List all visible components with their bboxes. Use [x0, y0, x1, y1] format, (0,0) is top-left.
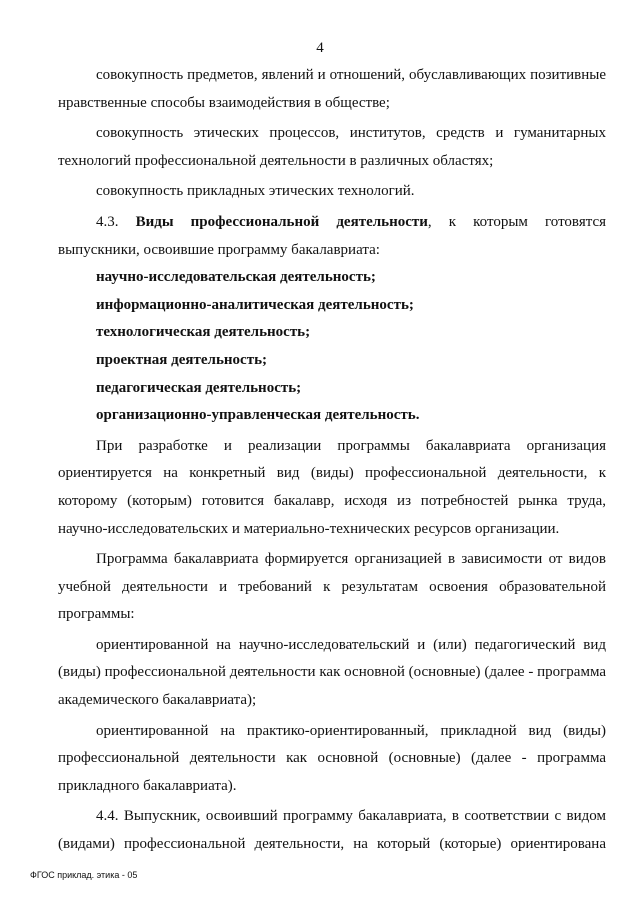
paragraph-subject-1: совокупность предметов, явлений и отношений, обуславливающих позитивные нравственные способы взаимодействия в обществе; — [58, 67, 606, 111]
activity-item-research: научно-исследовательская деятельность; — [96, 269, 376, 286]
paragraph-subject-2: совокупность этических процессов, институтов, средств и гуманитарных технологий профессиональной деятельности в различных областях; — [58, 125, 606, 169]
paragraph-applied-bachelor: ориентированной на практико-ориентированный, прикладной вид (виды) профессиональной деятельности как основной (основные) (далее - программа прикладного бакалавриата). — [58, 722, 606, 794]
paragraph-program-formation: Программа бакалавриата формируется организацией в зависимости от видов учебной деятельности и требований к результатам освоения образовательной программы: — [58, 551, 606, 623]
page-number: 4 — [316, 40, 324, 56]
section-rest: , к которым готовятся выпускники, освоившие программу бакалавриата: — [58, 213, 607, 258]
activity-item-project: проектная деятельность; — [96, 351, 267, 368]
document-body — [58, 62, 606, 859]
activity-item-analytical: информационно-аналитическая деятельность; — [96, 296, 414, 313]
activity-item-pedagogical: педагогическая деятельность; — [96, 379, 302, 396]
paragraph-development: При разработке и реализации программы бакалавриата организация ориентируется на конкретный вид (виды) профессиональной деятельности, к которому (которым) готовится бакалавр, исходя из потребностей рынка труда, научно-исследовательских и материально-технических ресурсов организации. — [58, 437, 606, 537]
section-title: Виды профессиональной деятельности — [135, 213, 428, 230]
section-number: 4.3. — [96, 213, 119, 230]
activity-item-technological: технологическая деятельность; — [96, 324, 311, 341]
activity-item-management: организационно-управленческая деятельность. — [96, 407, 420, 424]
paragraph-subject-3: совокупность прикладных этических технологий. — [96, 183, 415, 200]
footer-document-code: ФГОС приклад. этика - 05 — [30, 870, 138, 880]
paragraph-section-4-4: 4.4. Выпускник, освоивший программу бакалавриата, в соответствии с видом (видами) профессиональной деятельности, на который (которые) ориентирована — [58, 808, 606, 853]
section-4-3-heading — [58, 209, 606, 264]
paragraph-academic-bachelor: ориентированной на научно-исследовательский и (или) педагогический вид (виды) профессиональной деятельности как основной (основные) (далее - программа академического бакалавриата); — [58, 636, 606, 709]
